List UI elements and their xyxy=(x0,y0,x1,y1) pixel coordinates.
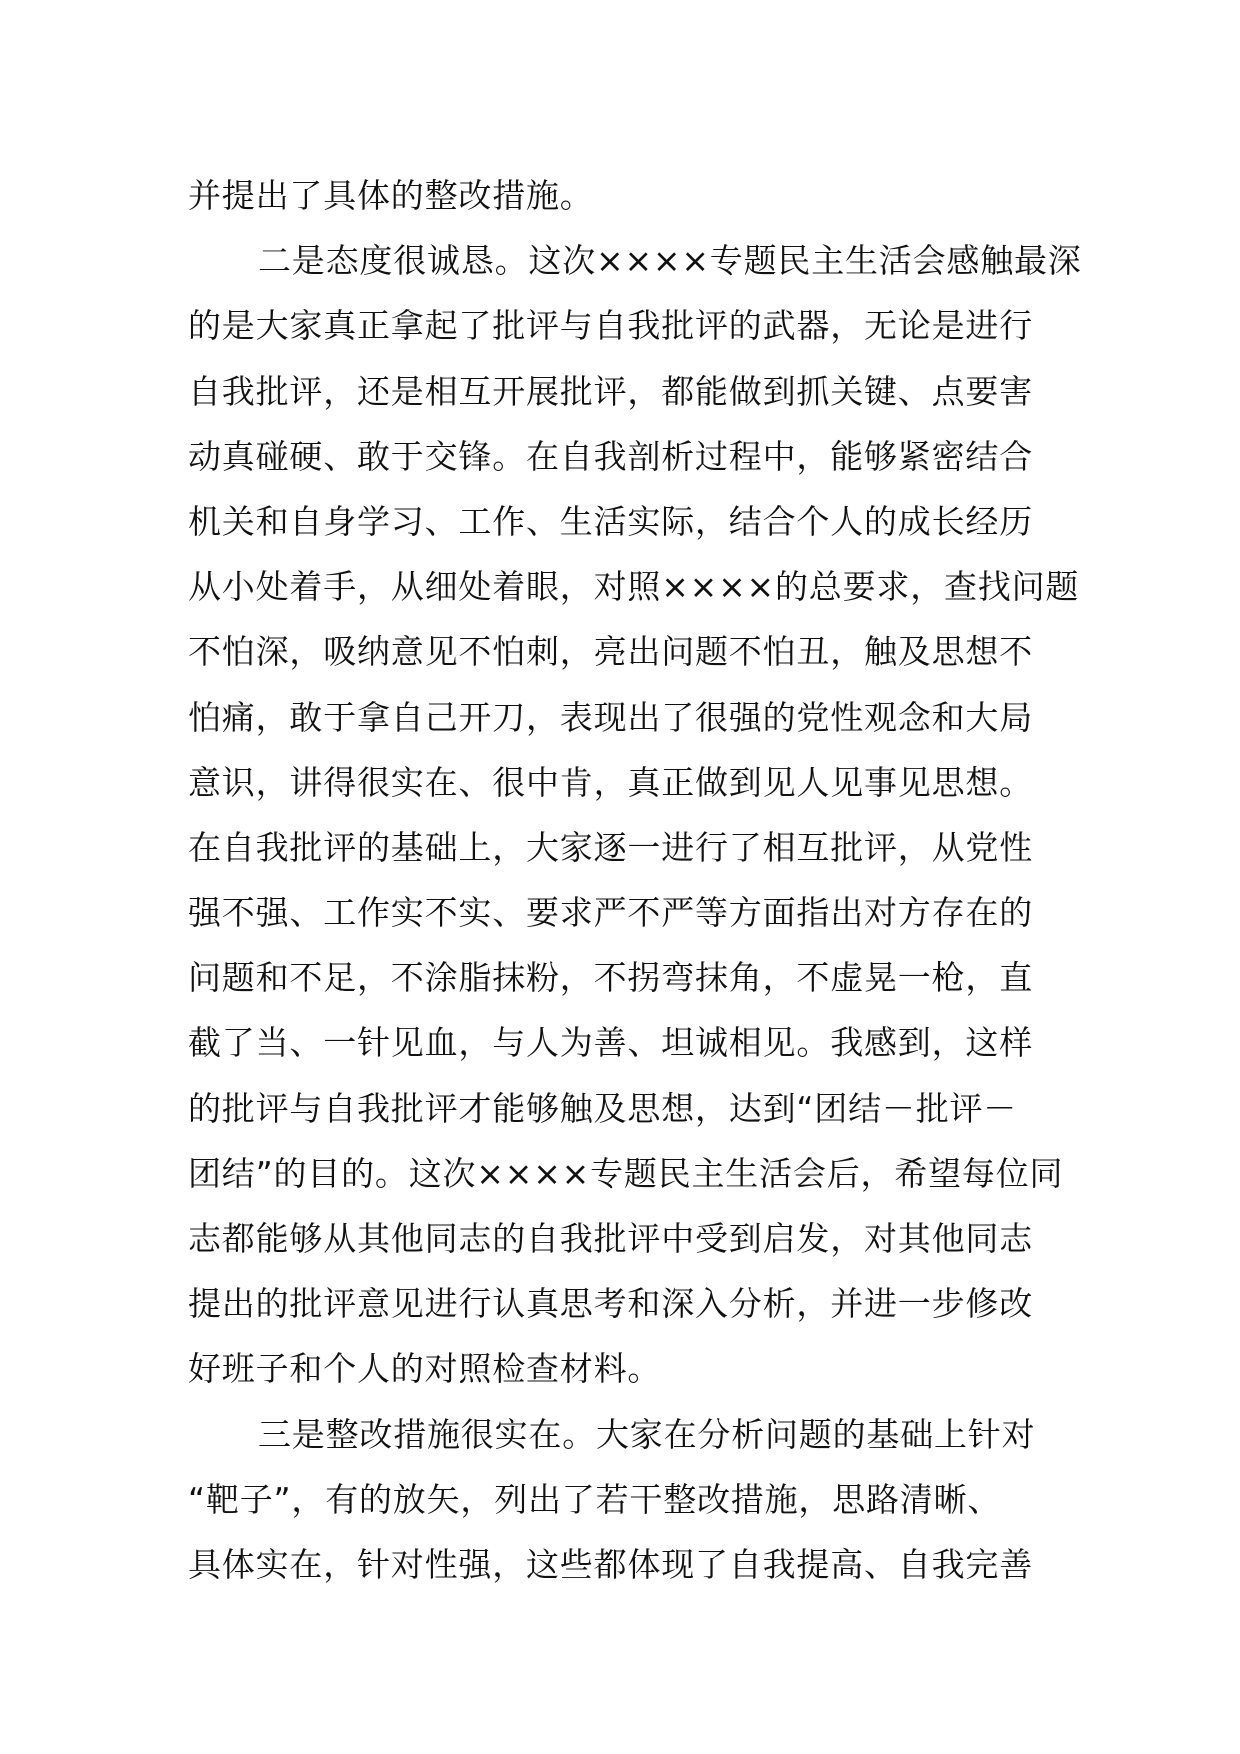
text-line: 志都能够从其他同志的自我批评中受到启发，对其他同志 xyxy=(188,1219,1033,1258)
text-line: 机关和自身学习、工作、生活实际，结合个人的成长经历 xyxy=(188,501,1033,541)
text-line: 动真碰硬、敢于交锋。在自我剖析过程中，能够紧密结合 xyxy=(188,436,1033,476)
text-line: 具体实在，针对性强，这些都体现了自我提高、自我完善 xyxy=(188,1544,1033,1584)
text-line: 从小处着手，从细处着眼，对照××××的总要求，查找问题 xyxy=(188,567,1080,607)
text-line: 的批评与自我批评才能够触及思想，达到“团结－批评－ xyxy=(188,1088,1018,1128)
text-line: 意识，讲得很实在、很中肯，真正做到见人见事见思想。 xyxy=(188,762,1033,802)
paragraph-start-line: 三是整改措施很实在。大家在分析问题的基础上针对 xyxy=(258,1414,1036,1454)
text-line: 并提出了具体的整改措施。 xyxy=(188,176,594,215)
text-line: 不怕深，吸纳意见不怕刺，亮出问题不怕丑，触及思想不 xyxy=(188,632,1033,672)
text-line: 在自我批评的基础上，大家逐一进行了相互批评，从党性 xyxy=(188,827,1033,867)
text-line: 自我批评，还是相互开展批评，都能做到抓关键、点要害 xyxy=(188,371,1033,411)
text-line: 截了当、一针见血，与人为善、坦诚相见。我感到，这样 xyxy=(188,1023,1033,1063)
text-line: 团结”的目的。这次××××专题民主生活会后，希望每位同 xyxy=(188,1153,1064,1193)
text-line: “靶子”，有的放矢，列出了若干整改措施，思路清晰、 xyxy=(188,1479,1002,1519)
text-line: 提出的批评意见进行认真思考和深入分析，并进一步修改 xyxy=(188,1284,1033,1324)
text-line: 怕痛，敢于拿自己开刀，表现出了很强的党性观念和大局 xyxy=(188,697,1033,737)
paragraph-start-line: 二是态度很诚恳。这次××××专题民主生活会感触最深 xyxy=(258,241,1082,281)
body-text xyxy=(188,163,1082,1597)
text-line: 强不强、工作实不实、要求严不严等方面指出对方存在的 xyxy=(188,893,1033,933)
text-line: 问题和不足，不涂脂抹粉，不拐弯抹角，不虚晃一枪，直 xyxy=(188,958,1033,998)
text-line: 好班子和个人的对照检查材料。 xyxy=(188,1349,662,1389)
text-line: 的是大家真正拿起了批评与自我批评的武器，无论是进行 xyxy=(188,306,1033,346)
